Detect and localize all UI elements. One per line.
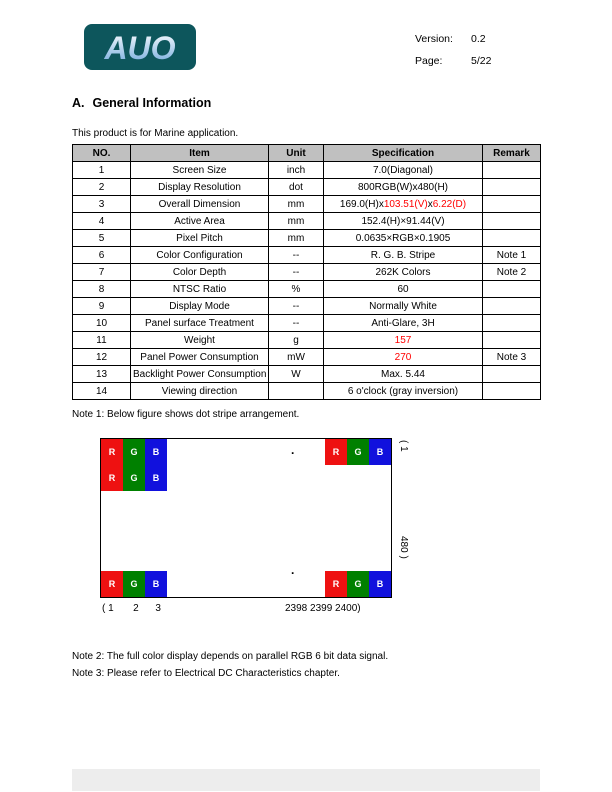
cell-unit xyxy=(269,383,324,400)
section-heading xyxy=(72,96,211,110)
cell-unit: mm xyxy=(269,230,324,247)
cell-spec xyxy=(324,281,483,298)
rgb-group-bottom-right xyxy=(325,571,391,597)
cell-item: Panel surface Treatment xyxy=(131,315,269,332)
table-row xyxy=(73,196,541,213)
rgb-cell-r: R xyxy=(101,465,123,491)
rgb-cell-b: B xyxy=(369,571,391,597)
cell-spec xyxy=(324,247,483,264)
cell-item: Backlight Power Consumption xyxy=(131,366,269,383)
column-header-no: NO. xyxy=(73,145,131,162)
cell-item: Weight xyxy=(131,332,269,349)
cell-item: NTSC Ratio xyxy=(131,281,269,298)
auo-logo xyxy=(84,24,196,70)
cell-unit: -- xyxy=(269,264,324,281)
cell-no: 13 xyxy=(73,366,131,383)
cell-item: Viewing direction xyxy=(131,383,269,400)
cell-remark xyxy=(483,281,541,298)
cell-remark xyxy=(483,366,541,383)
table-row xyxy=(73,264,541,281)
cell-item: Display Mode xyxy=(131,298,269,315)
cell-remark xyxy=(483,213,541,230)
cell-unit: mm xyxy=(269,213,324,230)
cell-no: 12 xyxy=(73,349,131,366)
cell-unit: % xyxy=(269,281,324,298)
spec-table-body xyxy=(73,162,541,400)
column-header-specification: Specification xyxy=(324,145,483,162)
table-header-row xyxy=(73,145,541,162)
rgb-row xyxy=(101,465,167,491)
cell-item: Screen Size xyxy=(131,162,269,179)
cell-item: Active Area xyxy=(131,213,269,230)
column-header-remark: Remark xyxy=(483,145,541,162)
cell-unit: -- xyxy=(269,247,324,264)
table-row xyxy=(73,298,541,315)
cell-no: 5 xyxy=(73,230,131,247)
rgb-cell-b: B xyxy=(145,571,167,597)
table-row xyxy=(73,366,541,383)
table-row xyxy=(73,179,541,196)
cell-remark xyxy=(483,179,541,196)
spec-text: 103.51(V) xyxy=(383,198,428,210)
rgb-cell-b: B xyxy=(145,465,167,491)
column-start-label: ( 1 2 3 xyxy=(102,603,161,614)
cell-item: Display Resolution xyxy=(131,179,269,196)
cell-remark: Note 1 xyxy=(483,247,541,264)
cell-spec xyxy=(324,349,483,366)
cell-spec xyxy=(324,264,483,281)
note-1: Note 1: Below figure shows dot stripe arrangement. xyxy=(72,409,300,420)
spec-text: 800RGB(W)x480(H) xyxy=(357,181,449,193)
spec-table xyxy=(72,144,541,400)
continuation-dot: . xyxy=(291,563,295,577)
note-3: Note 3: Please refer to Electrical DC Characteristics chapter. xyxy=(72,668,340,679)
logo-text: AUO xyxy=(104,30,176,66)
rgb-cell-g: G xyxy=(123,465,145,491)
column-end-label: 2398 2399 2400) xyxy=(285,603,361,614)
table-row xyxy=(73,349,541,366)
cell-spec xyxy=(324,213,483,230)
intro-text: This product is for Marine application. xyxy=(72,128,239,139)
cell-no: 6 xyxy=(73,247,131,264)
spec-text: 169.0(H)x xyxy=(339,198,384,210)
cell-spec xyxy=(324,230,483,247)
cell-spec xyxy=(324,383,483,400)
rgb-row xyxy=(101,439,167,465)
rgb-group-top-right xyxy=(325,439,391,465)
cell-unit: mW xyxy=(269,349,324,366)
spec-text: 157 xyxy=(394,334,412,346)
cell-unit: g xyxy=(269,332,324,349)
table-row xyxy=(73,281,541,298)
footer-band xyxy=(72,769,540,791)
rgb-cell-r: R xyxy=(325,571,347,597)
cell-spec xyxy=(324,162,483,179)
cell-unit: dot xyxy=(269,179,324,196)
spec-text: R. G. B. Stripe xyxy=(370,249,436,261)
cell-remark xyxy=(483,298,541,315)
rgb-cell-g: G xyxy=(347,439,369,465)
cell-no: 11 xyxy=(73,332,131,349)
rgb-group-top-left xyxy=(101,439,167,491)
cell-remark xyxy=(483,332,541,349)
cell-remark: Note 2 xyxy=(483,264,541,281)
table-row xyxy=(73,213,541,230)
table-row xyxy=(73,247,541,264)
rgb-cell-g: G xyxy=(347,571,369,597)
section-number: A. xyxy=(72,96,85,110)
continuation-dot: . xyxy=(291,443,295,457)
cell-spec xyxy=(324,332,483,349)
rgb-cell-g: G xyxy=(123,439,145,465)
spec-text: 262K Colors xyxy=(375,266,431,278)
cell-no: 1 xyxy=(73,162,131,179)
rgb-cell-g: G xyxy=(123,571,145,597)
cell-no: 2 xyxy=(73,179,131,196)
spec-text: 152.4(H)×91.44(V) xyxy=(361,215,445,227)
row-start-label: ( 1 xyxy=(398,440,409,452)
table-row xyxy=(73,162,541,179)
cell-item: Pixel Pitch xyxy=(131,230,269,247)
cell-unit: -- xyxy=(269,298,324,315)
table-row xyxy=(73,315,541,332)
document-meta xyxy=(415,28,491,72)
rgb-row xyxy=(325,439,391,465)
spec-text: Anti-Glare, 3H xyxy=(371,317,435,329)
rgb-row xyxy=(101,571,167,597)
rgb-group-bottom-left xyxy=(101,571,167,597)
cell-remark xyxy=(483,162,541,179)
note-2: Note 2: The full color display depends on parallel RGB 6 bit data signal. xyxy=(72,651,389,662)
cell-item: Color Depth xyxy=(131,264,269,281)
page-value: 5/22 xyxy=(471,55,492,67)
spec-text: 6.22(D) xyxy=(432,198,467,210)
cell-no: 7 xyxy=(73,264,131,281)
version-value: 0.2 xyxy=(471,33,486,45)
cell-no: 3 xyxy=(73,196,131,213)
cell-remark: Note 3 xyxy=(483,349,541,366)
column-header-unit: Unit xyxy=(269,145,324,162)
spec-text: 6 o'clock (gray inversion) xyxy=(347,385,459,397)
spec-text: x xyxy=(427,198,433,210)
cell-item: Color Configuration xyxy=(131,247,269,264)
rgb-row xyxy=(325,571,391,597)
cell-unit: mm xyxy=(269,196,324,213)
spec-text: 0.0635×RGB×0.1905 xyxy=(355,232,451,244)
cell-spec xyxy=(324,315,483,332)
cell-remark xyxy=(483,383,541,400)
figure-rectangle xyxy=(100,438,392,598)
version-label: Version: xyxy=(415,33,453,45)
cell-remark xyxy=(483,230,541,247)
spec-text: Normally White xyxy=(369,300,437,312)
cell-spec xyxy=(324,179,483,196)
cell-remark xyxy=(483,315,541,332)
cell-spec xyxy=(324,298,483,315)
column-header-item: Item xyxy=(131,145,269,162)
stripe-figure xyxy=(100,438,412,623)
section-title-text: General Information xyxy=(92,96,212,110)
rgb-cell-r: R xyxy=(101,439,123,465)
cell-item: Panel Power Consumption xyxy=(131,349,269,366)
rgb-cell-r: R xyxy=(325,439,347,465)
spec-text: 7.0(Diagonal) xyxy=(372,164,434,176)
table-row xyxy=(73,230,541,247)
rgb-cell-b: B xyxy=(369,439,391,465)
page-label: Page: xyxy=(415,55,443,67)
row-end-label: 480 ) xyxy=(398,536,409,559)
cell-no: 4 xyxy=(73,213,131,230)
cell-unit: inch xyxy=(269,162,324,179)
cell-spec xyxy=(324,366,483,383)
rgb-cell-r: R xyxy=(101,571,123,597)
cell-remark xyxy=(483,196,541,213)
spec-text: 270 xyxy=(394,351,412,363)
cell-unit: -- xyxy=(269,315,324,332)
cell-no: 10 xyxy=(73,315,131,332)
cell-no: 8 xyxy=(73,281,131,298)
cell-item: Overall Dimension xyxy=(131,196,269,213)
spec-text: Max. 5.44 xyxy=(381,368,425,380)
cell-no: 14 xyxy=(73,383,131,400)
rgb-cell-b: B xyxy=(145,439,167,465)
cell-spec xyxy=(324,196,483,213)
cell-unit: W xyxy=(269,366,324,383)
table-row xyxy=(73,383,541,400)
cell-no: 9 xyxy=(73,298,131,315)
spec-text: 60 xyxy=(397,283,409,295)
table-row xyxy=(73,332,541,349)
